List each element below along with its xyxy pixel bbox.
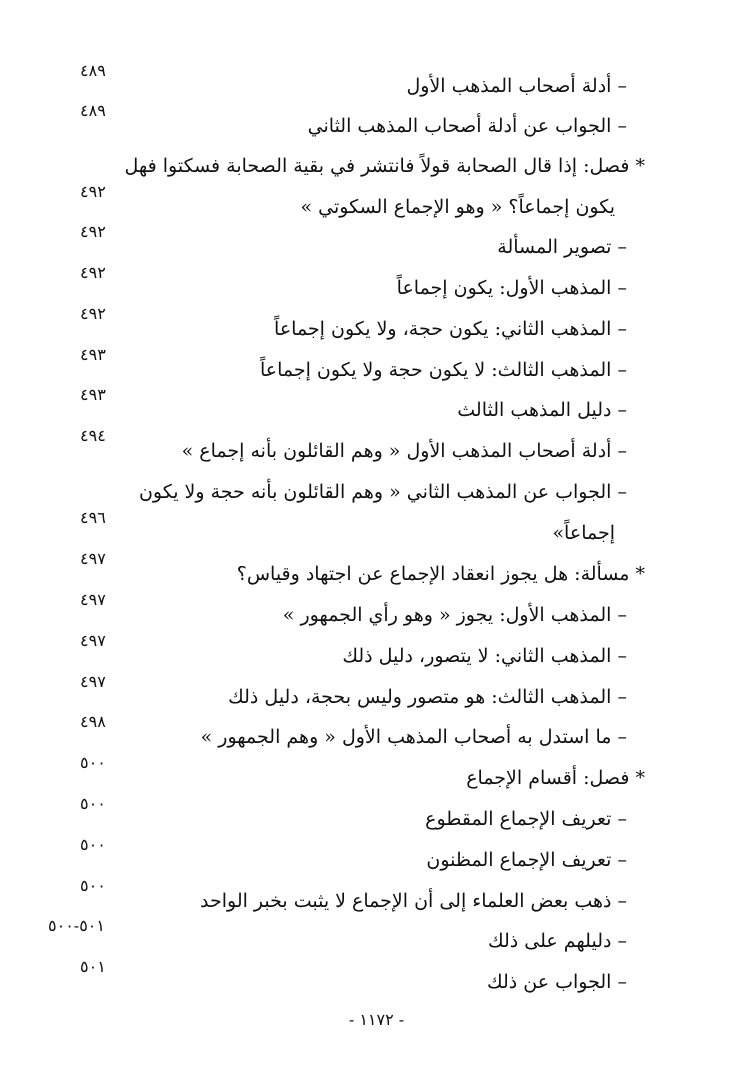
toc-entry-text: – تعريف الإجماع المقطوع (425, 808, 627, 830)
toc-entry-text: – المذهب الأول: يجوز « وهو رأي الجمهور » (282, 604, 627, 626)
toc-page-number: ٤٩٢ (80, 263, 106, 282)
toc-entry-text: – ذهب بعض العلماء إلى أن الإجماع لا يثبت بخبر الواحد (200, 890, 627, 912)
toc-page-number: ٤٨٩ (80, 101, 106, 120)
toc-page-number: ٤٩٧ (80, 549, 106, 568)
toc-row (40, 263, 645, 308)
toc-row (40, 426, 645, 471)
toc-row (40, 345, 645, 390)
toc-page-number: ٤٩٧ (80, 590, 106, 609)
toc-row (40, 304, 645, 349)
toc-entry-text: – أدلة أصحاب المذهب الأول (406, 75, 627, 97)
toc-entry-text: – دليل المذهب الثالث (457, 399, 627, 421)
toc-entry-text: – المذهب الثاني: لا يتصور، دليل ذلك (342, 645, 627, 667)
toc-row (40, 222, 645, 267)
toc-page-number: ٥٠٠ (80, 794, 106, 813)
toc-row (40, 549, 645, 594)
toc-entry-text: – الجواب عن ذلك (487, 971, 627, 993)
toc-row (40, 794, 645, 839)
toc-row (40, 101, 645, 146)
toc-entry-text: – المذهب الأول: يكون إجماعاً (396, 277, 627, 299)
toc-entry-text: – المذهب الثالث: هو متصور وليس بحجة، دليل ذلك (228, 686, 627, 708)
toc-row (40, 472, 645, 512)
toc-row (40, 61, 645, 106)
toc-entry-text: – أدلة أصحاب المذهب الأول « وهم القائلون بأنه إجماع » (181, 440, 627, 462)
toc-page-number: ٤٩٧ (80, 672, 106, 691)
toc-page-number: ٥٠٠ (80, 753, 106, 772)
toc-row (40, 957, 645, 1002)
toc-page-number: ٥٠١ (80, 957, 106, 976)
toc-page-number: ٥٠١-٥٠٠ (48, 916, 105, 935)
toc-entry-text: – تعريف الإجماع المظنون (426, 849, 627, 871)
toc-entry-text: – المذهب الثالث: لا يكون حجة ولا يكون إجماعاً (259, 359, 627, 381)
toc-row (40, 712, 645, 757)
toc-row (40, 385, 645, 430)
toc-entry-text: * مسألة: هل يجوز انعقاد الإجماع عن اجتهاد وقياس؟ (236, 563, 645, 585)
toc-entry-text: – المذهب الثاني: يكون حجة، ولا يكون إجماعاً (274, 318, 627, 340)
toc-row (40, 916, 645, 961)
toc-entry-text: – تصوير المسألة (497, 236, 627, 258)
toc-row (40, 590, 645, 635)
toc-page-number: ٤٩٢ (80, 222, 106, 241)
toc-entry-text: * فصل: أقسام الإجماع (466, 767, 645, 789)
toc-entry-text: إجماعاً» (552, 522, 615, 544)
toc-page-number: ٤٨٩ (80, 61, 106, 80)
toc-row (40, 876, 645, 921)
toc-page-number: ٥٠٠ (80, 876, 106, 895)
toc-row (40, 146, 645, 186)
toc-entry-text: – الجواب عن المذهب الثاني « وهم القائلون بأنه حجة ولا يكون (138, 481, 627, 503)
toc-row (40, 182, 645, 227)
toc-page-number: ٤٩٣ (80, 385, 106, 404)
toc-page-number: ٤٩٤ (80, 426, 106, 445)
toc-page-number: ٤٩٢ (80, 304, 106, 323)
toc-entry-text: – ما استدل به أصحاب المذهب الأول « وهم الجمهور » (200, 726, 627, 748)
page-number-footer: - ١١٧٢ - (348, 1010, 405, 1029)
toc-page-number: ٤٩٦ (80, 508, 106, 527)
toc-page-number: ٤٩٨ (80, 712, 106, 731)
toc-row (40, 508, 645, 553)
toc-row (40, 631, 645, 676)
toc-entry-text: يكون إجماعاً؟ « وهو الإجماع السكوتي » (300, 196, 615, 218)
toc-row (40, 753, 645, 798)
toc-page-number: ٤٩٣ (80, 345, 106, 364)
toc-entry-text: – دليلهم على ذلك (487, 930, 627, 952)
toc-entry-text: – الجواب عن أدلة أصحاب المذهب الثاني (307, 115, 627, 137)
toc-page-number: ٥٠٠ (80, 835, 106, 854)
toc-row (40, 835, 645, 880)
toc-page-number: ٤٩٧ (80, 631, 106, 650)
toc-row (40, 672, 645, 717)
toc-entry-text: * فصل: إذا قال الصحابة قولاً فانتشر في بقية الصحابة فسكتوا فهل (124, 155, 645, 177)
toc-page-number: ٤٩٢ (80, 182, 106, 201)
